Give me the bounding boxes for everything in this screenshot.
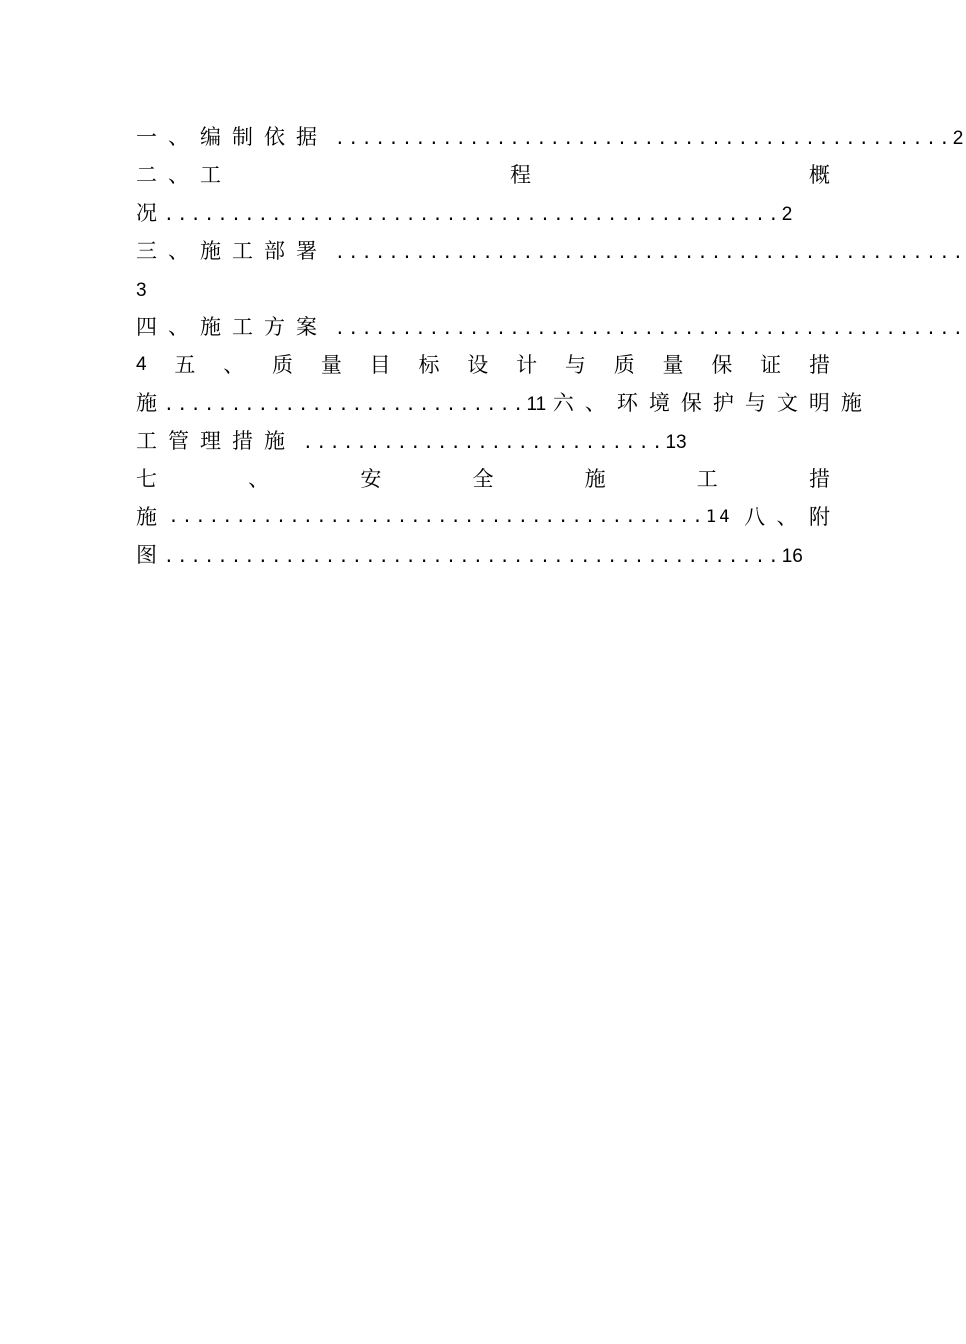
table-of-contents	[136, 118, 966, 574]
toc-entry-fragment: 八	[744, 505, 766, 529]
toc-page-number: 3	[136, 280, 147, 301]
toc-page-number: 13	[665, 432, 687, 453]
toc-entry-title: 图	[136, 543, 157, 567]
toc-leader-dots: ...............................................	[334, 319, 966, 339]
toc-leader-dots: ...............................................	[334, 243, 966, 263]
toc-entry-fragment: 设	[467, 353, 489, 377]
toc-entry-fragment: 工	[696, 467, 718, 491]
toc-entry-fragment: 施	[584, 467, 606, 491]
toc-entry-fragment: 概	[809, 163, 830, 187]
toc-entry-fragment: 、	[223, 353, 245, 377]
toc-entry-fragment: 标	[418, 353, 440, 377]
toc-leader-dots: ..............................................	[163, 547, 782, 567]
toc-line-5	[136, 270, 852, 308]
toc-line-12	[136, 536, 852, 574]
toc-line-3	[136, 194, 852, 232]
toc-leader-dots: ...........................	[302, 433, 666, 453]
toc-entry-fragment: 程	[510, 163, 531, 187]
toc-page-number: 2	[952, 128, 964, 149]
toc-leader-dots: ..............................................	[334, 129, 953, 149]
toc-entry-fragment: 五	[174, 353, 196, 377]
toc-entry-fragment: 与	[564, 353, 586, 377]
toc-line-9	[136, 422, 852, 460]
toc-entry-fragment: 、	[248, 467, 270, 491]
toc-entry-title: 一、编制依据	[136, 125, 328, 149]
toc-leader-dots: ........................................14	[168, 507, 733, 527]
toc-entry-fragment: 证	[760, 353, 782, 377]
toc-line-7	[136, 346, 830, 384]
toc-entry-fragment: 措	[808, 353, 830, 377]
toc-entry-fragment: 二、工	[136, 163, 232, 187]
toc-entry-fragment: 施	[136, 505, 157, 529]
toc-entry-fragment: 、	[776, 505, 798, 529]
toc-entry-title: 施	[136, 391, 157, 415]
toc-leader-dots: ..............................................	[163, 205, 782, 225]
toc-page-number: 2	[781, 204, 793, 225]
toc-line-6	[136, 308, 966, 346]
toc-entry-fragment: 附	[808, 505, 830, 529]
toc-entry-title: 况	[136, 201, 157, 225]
toc-line-2	[136, 156, 830, 194]
toc-entry-fragment: 量	[662, 353, 684, 377]
toc-page-number: 11	[526, 394, 547, 415]
toc-entry-fragment: 质	[613, 353, 635, 377]
toc-entry-fragment: 保	[711, 353, 733, 377]
toc-entry-fragment: 安	[360, 467, 382, 491]
toc-entry-title: 六、环境保护与文明施	[552, 391, 873, 415]
toc-entry-fragment: 量	[320, 353, 342, 377]
toc-entry-fragment: 措	[808, 467, 830, 491]
toc-line-8	[136, 384, 873, 422]
toc-page-number: 4	[136, 354, 147, 375]
toc-entry-fragment: 全	[472, 467, 494, 491]
toc-line-1	[136, 118, 964, 156]
toc-line-11	[136, 498, 830, 536]
toc-entry-fragment: 目	[369, 353, 391, 377]
toc-entry-title: 四、施工方案	[136, 315, 328, 339]
toc-entry-title: 三、施工部署	[136, 239, 328, 263]
toc-leader-dots: ...........................	[163, 395, 527, 415]
toc-page-number: 16	[781, 546, 803, 567]
toc-entry-fragment: 质	[272, 353, 294, 377]
toc-entry-title: 工管理措施	[136, 429, 296, 453]
toc-line-10	[136, 460, 830, 498]
toc-entry-fragment: 计	[516, 353, 538, 377]
toc-entry-fragment: 七	[136, 467, 157, 491]
toc-line-4	[136, 232, 966, 270]
